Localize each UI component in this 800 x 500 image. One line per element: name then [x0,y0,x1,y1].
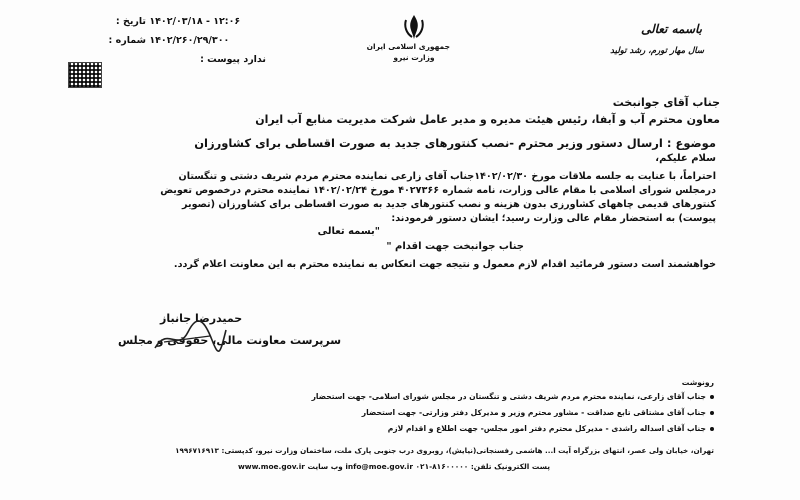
request-line: خواهشمند است دستور فرمائید اقدام لازم معمول و نتیجه جهت انعکاس به نماینده محترم به این معاونت اعلام گردد. [173,259,716,270]
bismillah-heading: باسمه تعالی [640,22,702,36]
date-row [102,16,246,27]
attachment-label: پیوست : [200,54,240,65]
emblem-caption-2: وزارت نیرو [393,53,435,62]
number-value: ۱۴۰۲/۲۶۰/۲۹/۳۰۰ [149,35,230,46]
quote-order: جناب جوانبخت جهت اقدام " [386,241,524,252]
footer-contact: www.moe.gov.ir وب سایت info@moe.gov.ir پست الکترونیک تلفن: ۸۱۶۰۰۰۰۰-۰۲۱ [237,462,550,471]
cc-heading: رونوشت [681,378,714,387]
recipient-salutation: جناب آقای جوانبخت [612,96,720,109]
cc-item-1 [312,392,714,401]
quote-bismillah: "بسمه تعالی [317,226,380,237]
year-motto: سال مهار تورم، رشد تولید [610,46,704,56]
cc-item-text: جناب آقای مشتاقی تابع صداقت - مشاور محترم وزیر و مدیرکل دفتر وزارتی- جهت استحضار [361,408,706,417]
qr-code-icon [68,62,102,88]
date-value: ۱۴۰۲/۰۳/۱۸ - ۱۲:۰۶ [149,16,241,27]
body-line-1: احتراماً، با عنایت به جلسه ملاقات مورخ ۱۴۰۲/۰۲/۳۰جناب آقای زارعی نماینده محترم مردم شریف دشتی و تنگستان [178,171,716,182]
bullet-icon [710,411,714,415]
cc-item-text: جناب آقای اسداله راشدی - مدیرکل محترم دفتر امور مجلس- جهت اطلاع و اقدام لازم [387,424,706,433]
cc-item-2 [362,408,714,417]
number-row [102,35,235,46]
subject-line: موضوع : ارسال دستور وزیر محترم -نصب کنتورهای جدید به صورت اقساطی برای کشاورزان [194,136,716,150]
emblem-caption-1: جمهوری اسلامی ایران [366,42,450,51]
iran-emblem-icon [400,14,428,40]
bullet-icon [710,395,714,399]
signatory-name: حمیدرضا جانباز [160,312,243,325]
date-label: تاریخ : [115,16,146,27]
footer-address: تهران، خیابان ولی عصر، انتهای بزرگراه آیت ا... هاشمی رفسنجانی(نیایش)، روبروی درب جنوبی پارک ملت، ساختمان وزارت نیرو، کدپستی: ۱۹۹۶۷۱۶۹۱۳ [175,446,714,455]
greeting: سلام علیکم، [655,153,716,164]
attachment-row [196,54,272,65]
signatory-title: سرپرست معاونت مالی، حقوقی و مجلس [118,334,342,347]
bullet-icon [710,427,714,431]
number-label: شماره : [108,35,146,46]
body-line-3: کنتورهای قدیمی چاههای کشاورزی بدون هزینه و نصب کنتورهای جدید به صورت اقساطی برای کشاورزان (تصویر [182,199,716,210]
cc-item-3 [388,424,714,433]
body-line-2: درمجلس شورای اسلامی با مقام عالی وزارت، نامه شماره ۴۰۲۷۳۶۶ مورخ ۱۴۰۲/۰۲/۲۴ نماینده محترم درخصوص تعویض [160,185,716,196]
body-line-4: پیوست) به استحضار مقام عالی وزارت رسید؛ ایشان دستور فرمودند: [391,213,716,224]
attachment-value: ندارد [243,54,266,65]
signature-scribble-icon [150,318,230,358]
cc-item-text: جناب آقای زارعی، نماینده محترم مردم شریف دشتی و تنگستان در مجلس شورای اسلامی- جهت استحضار [311,392,706,401]
recipient-title: معاون محترم آب و آبفا، رئیس هیئت مدیره و مدیر عامل شرکت مدیریت منابع آب ایران [255,113,720,126]
